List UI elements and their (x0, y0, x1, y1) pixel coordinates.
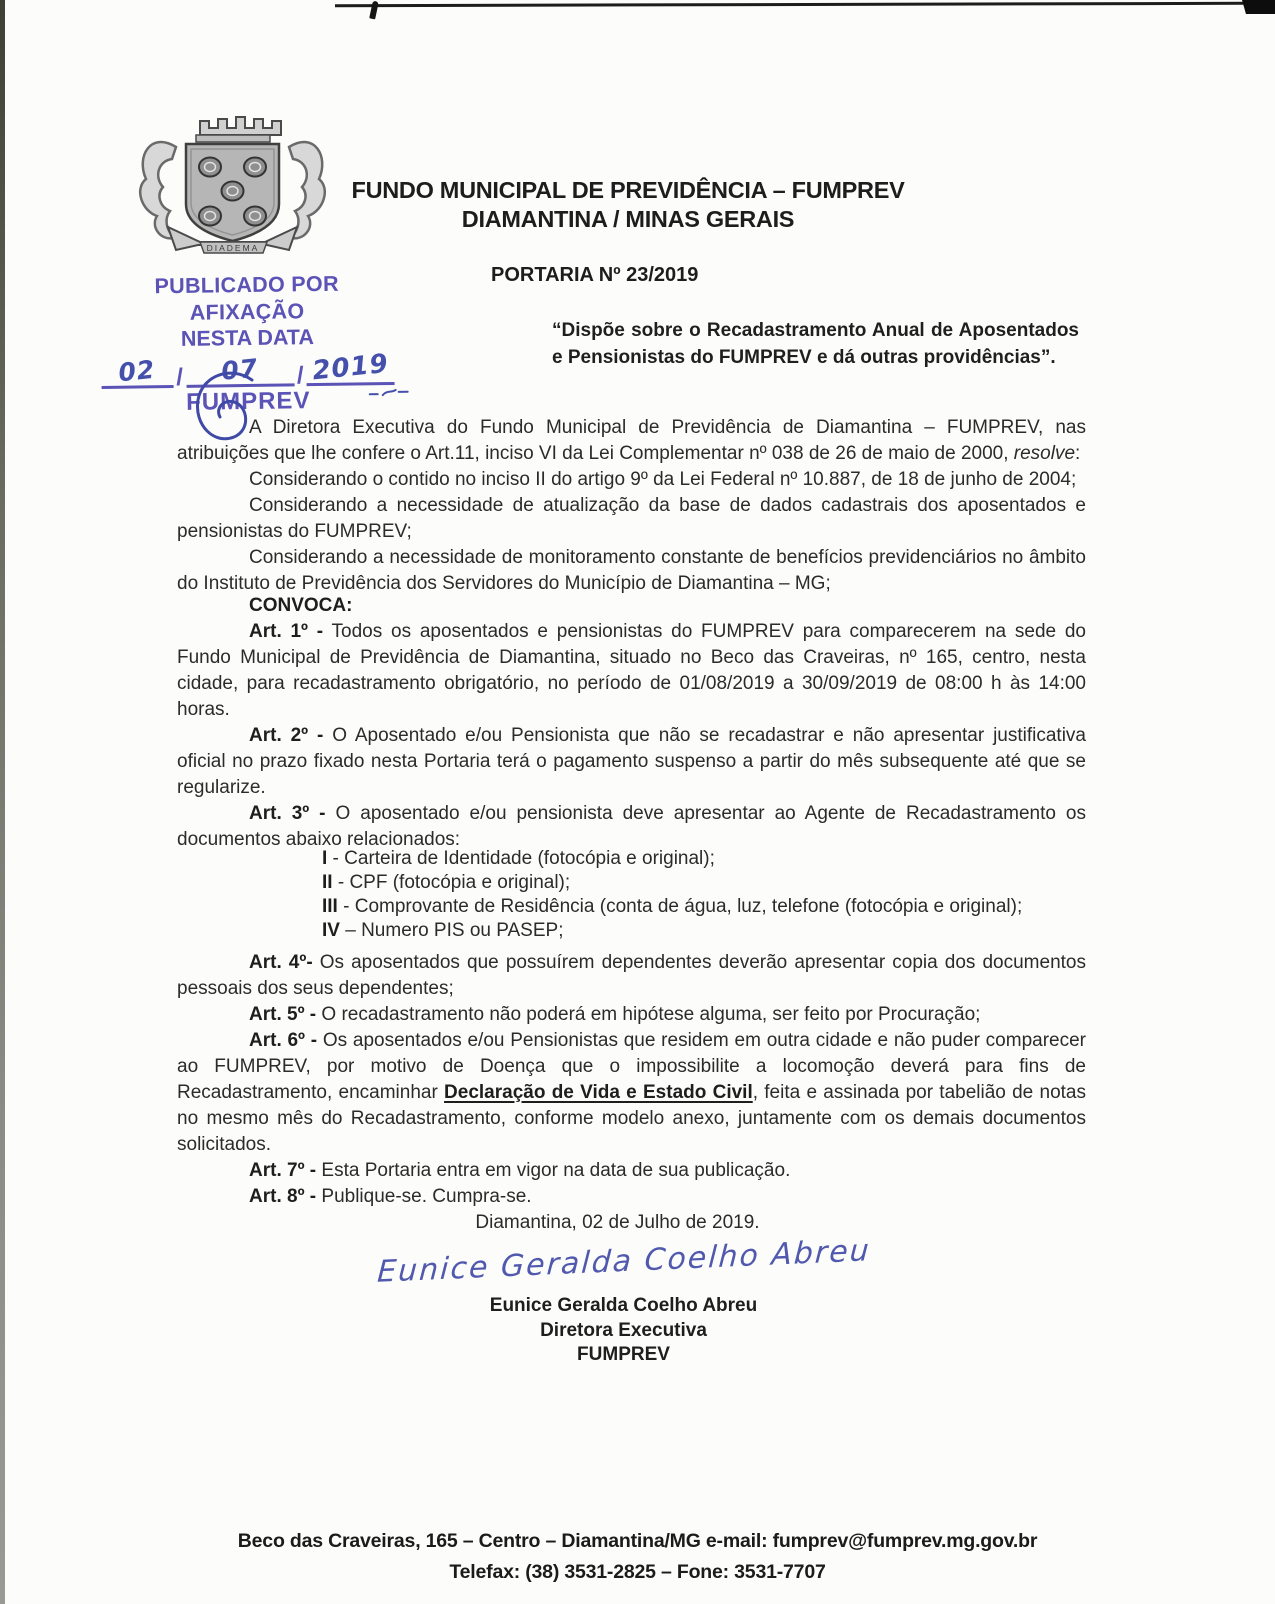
article-5-label: Art. 5º - (249, 1004, 317, 1025)
paragraph-considerando-3: Considerando a necessidade de monitoramento constante de benefícios previdenciários no âmbito do Instituto de Previdência dos Servidores do Município de Diamantina – MG; (177, 547, 1086, 594)
dateline: Diamantina, 02 de Julho de 2019. (475, 1212, 760, 1233)
stamp-year-blank (306, 348, 394, 387)
article-7-label: Art. 7º - (249, 1160, 317, 1181)
footer-phone: Telefax: (38) 3531-2825 – Fone: 3531-7707 (449, 1561, 826, 1583)
article-6-label: Art. 6º - (249, 1030, 318, 1051)
list-item-numeral: II (322, 872, 333, 893)
stamp-day-blank (101, 356, 173, 389)
article-2-text: O Aposentado e/ou Pensionista que não se recadastrar e não apresentar justificativa oficial no prazo fixado nesta Portaria terá o pagamento suspenso a partir do mês subsequente até que se regularize. (177, 725, 1087, 798)
org-name: FUNDO MUNICIPAL DE PREVIDÊNCIA – FUMPREV (351, 177, 905, 203)
signatory-name: Eunice Geralda Coelho Abreu (489, 1295, 758, 1316)
scan-top-line-artifact (335, 2, 1245, 7)
list-item (322, 847, 1086, 871)
article-4 (177, 950, 1086, 1002)
coat-of-arms-icon (130, 103, 335, 261)
list-item-text: - CPF (fotocópia e original); (332, 872, 571, 893)
intro-text: A Diretora Executiva do Fundo Municipal de Previdência de Diamantina – FUMPREV, nas atribuições que lhe confere o Art.11, inciso VI da Lei Complementar nº 038 de 26 de maio de 2000, (177, 417, 1086, 464)
footer-address: Beco das Craveiras, 165 – Centro – Diamantina/MG e-mail: fumprev@fumprev.mg.gov.br (237, 1530, 1038, 1552)
paragraph-considerando-1: Considerando o contido no inciso II do artigo 9º da Lei Federal nº 10.887, de 18 de junho de 2004; (249, 469, 1077, 490)
article-6-underlined: Declaração de Vida e Estado Civil (444, 1082, 753, 1103)
list-item-text: - Carteira de Identidade (fotocópia e original); (327, 848, 715, 869)
handwritten-day: 02 (117, 354, 157, 388)
article-1-text: Todos os aposentados e pensionistas do FUMPREV para comparecerem na sede do Fundo Municipal de Previdência de Diamantina, situado no Beco das Craveiras, nº 165, centro, nesta cidade, para recadastramento obrigatório, no período de 01/08/2019 a 30/09/2019 de 08:00 h às 14:00 horas. (177, 621, 1086, 720)
stamp-line1: PUBLICADO POR AFIXAÇÃO (154, 271, 339, 325)
article-2 (177, 723, 1086, 801)
crest-banner-text: DIADEMA (206, 243, 260, 253)
epigraph: “Dispõe sobre o Recadastramento Anual de Aposentados e Pensionistas do FUMPREV e dá outras providências”. (552, 320, 1079, 368)
paragraph-intro (177, 415, 1086, 467)
article-7-text: Esta Portaria entra em vigor na data de sua publicação. (321, 1160, 791, 1181)
stamp-line2: NESTA DATA (180, 325, 315, 351)
intro-resolve: resolve (1013, 443, 1076, 464)
article-6-text-post: , feita e assinada por tabelião de notas no mesmo mês do Recadastramento, conforme modelo anexo, juntamente com os demais documentos solicitados. (177, 1082, 1086, 1155)
article-8 (177, 1184, 1086, 1210)
article-4-label: Art. 4º- (249, 952, 313, 973)
article-3-text: O aposentado e/ou pensionista deve apresentar ao Agente de Recadastramento os documentos abaixo relacionados: (177, 803, 1086, 850)
list-item-numeral: III (322, 896, 338, 917)
article-5-text: O recadastramento não poderá em hipótese alguma, ser feito por Procuração; (321, 1004, 981, 1025)
article-4-text: Os aposentados que possuírem dependentes deverão apresentar copia dos documentos pessoais dos seus dependentes; (177, 952, 1086, 999)
list-item (322, 895, 1086, 919)
article-6 (177, 1028, 1086, 1158)
convoca-text: CONVOCA: (249, 595, 353, 616)
article-8-label: Art. 8º - (249, 1186, 317, 1207)
document-body (177, 415, 1086, 1368)
list-item (322, 919, 1086, 943)
stamp-org: FUMPREV (185, 387, 311, 416)
article-7 (177, 1158, 1086, 1184)
list-item-text: – Numero PIS ou PASEP; (339, 920, 564, 941)
article-3-label: Art. 3º - (249, 803, 326, 824)
signatory-org: FUMPREV (577, 1344, 670, 1365)
article-1 (177, 619, 1086, 723)
document-footer (0, 1526, 1275, 1588)
intro-colon: : (1075, 443, 1081, 464)
list-item (322, 871, 1086, 895)
scan-left-edge-artifact (0, 0, 5, 1604)
handwritten-year: 2019 (311, 348, 391, 387)
ink-scribble (368, 386, 410, 401)
paragraph-considerando-2: Considerando a necessidade de atualização da base de dados cadastrais dos aposentados e pensionistas do FUMPREV; (177, 495, 1086, 542)
handwritten-signature: Eunice Geralda Coelho Abreu (375, 1233, 872, 1290)
stamp-slash: / (176, 363, 184, 391)
signatory-role: Diretora Executiva (540, 1319, 707, 1341)
article-6-text-pre: Os aposentados e/ou Pensionistas que residem em outra cidade e não puder comparecer ao FUMPREV, por motivo de Doença que o impossibilite a locomoção deverá para fins de Recadastramento, encaminhar (177, 1030, 1086, 1103)
portaria-number: PORTARIA Nº 23/2019 (491, 264, 699, 286)
list-item-numeral: I (322, 848, 328, 869)
scan-corner-artifact (1242, 0, 1275, 14)
article-5 (177, 1002, 1086, 1028)
list-item-numeral: IV (322, 920, 340, 941)
article-2-label: Art. 2º - (249, 725, 324, 746)
article-8-text: Publique-se. Cumpra-se. (321, 1186, 532, 1207)
org-location: DIAMANTINA / MINAS GERAIS (461, 206, 795, 232)
stamp-slash: / (296, 362, 304, 390)
article-3 (177, 801, 1086, 853)
list-item-text: - Comprovante de Residência (conta de água, luz, telefone (fotocópia e original); (337, 896, 1023, 917)
signature-block (169, 1233, 1078, 1368)
letterhead (328, 176, 928, 234)
article-3-document-list (177, 847, 1086, 943)
handwritten-month: 07 (220, 353, 260, 386)
article-1-label: Art. 1º - (249, 621, 324, 642)
